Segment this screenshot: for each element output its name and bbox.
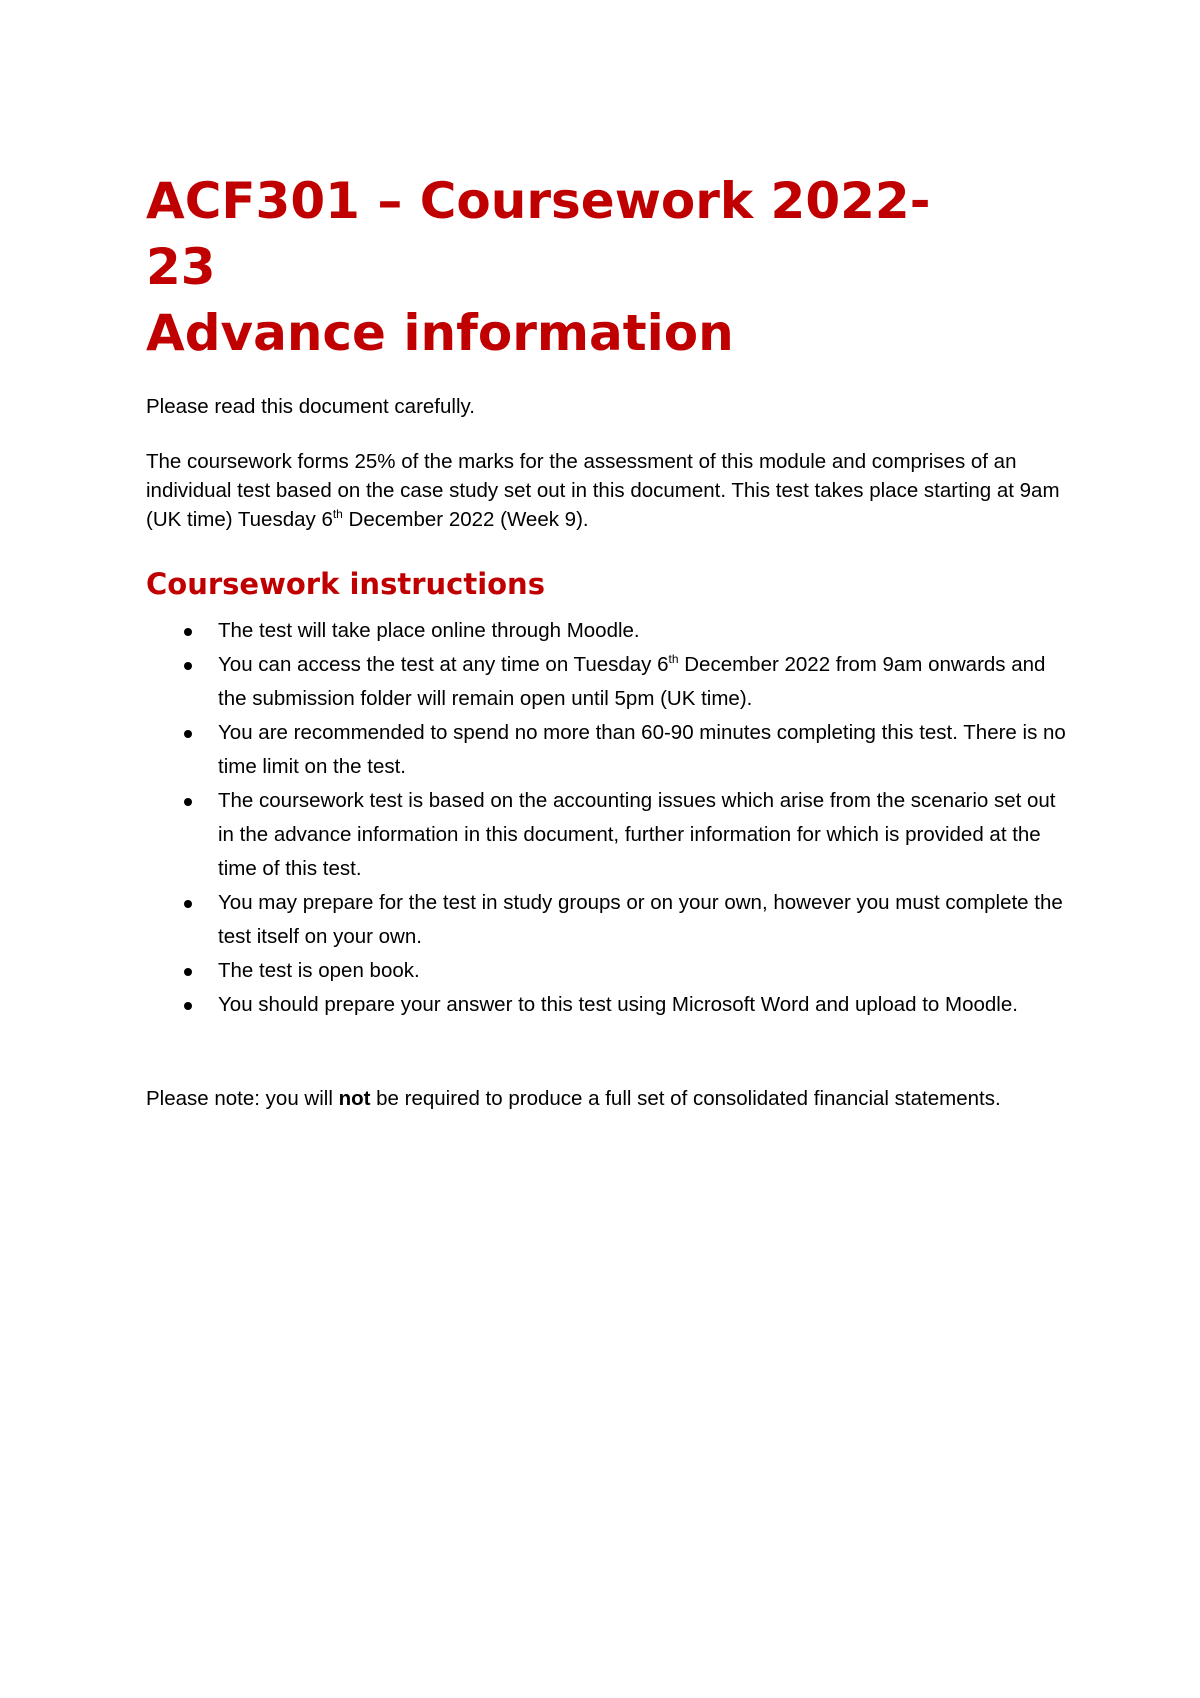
list-item — [146, 886, 1071, 954]
note-emphasis: not — [338, 1087, 371, 1110]
title-line-2: 23 — [146, 238, 216, 296]
bullet-icon — [184, 730, 192, 738]
bullet-icon — [184, 900, 192, 908]
ordinal-suffix: th — [668, 652, 679, 666]
description-text: The coursework forms 25% of the marks for the assessment of this module and comprises of an individual test based on the case study set out in this document. This test takes place starting at 9am (UK time) Tuesday 6 — [146, 450, 1060, 531]
list-item-text: The test is open book. — [218, 959, 420, 982]
document-title — [146, 168, 1071, 366]
list-item — [146, 954, 1071, 988]
description-paragraph — [146, 447, 1071, 534]
list-item — [146, 784, 1071, 886]
bullet-icon — [184, 628, 192, 636]
document-content — [146, 168, 1071, 1113]
list-item-text: The coursework test is based on the accounting issues which arise from the scenario set out in the advance information in this document, further information for which is provided at the time of this test. — [218, 789, 1056, 880]
list-item — [146, 716, 1071, 784]
note-text: Please note: you will — [146, 1087, 339, 1110]
list-item — [146, 648, 1071, 716]
bullet-icon — [184, 968, 192, 976]
bullet-icon — [184, 662, 192, 670]
list-item — [146, 614, 1071, 648]
description-text-end: December 2022 (Week 9). — [342, 508, 589, 531]
list-item-text: You should prepare your answer to this test using Microsoft Word and upload to Moodle. — [218, 993, 1018, 1016]
list-item-text: You can access the test at any time on Tuesday 6 — [218, 653, 669, 676]
title-line-3: Advance information — [146, 304, 734, 362]
bullet-icon — [184, 1002, 192, 1010]
list-item — [146, 988, 1071, 1022]
list-item-text: You are recommended to spend no more than 60-90 minutes completing this test. There is no time limit on the test. — [218, 721, 1066, 778]
section-heading: Coursework instructions — [146, 567, 545, 601]
list-item-text-end: December 2022 from 9am onwards and the submission folder will remain open until 5pm (UK time). — [218, 653, 1046, 710]
list-item-text: You may prepare for the test in study groups or on your own, however you must complete the test itself on your own. — [218, 891, 1063, 948]
list-item-text: The test will take place online through Moodle. — [218, 619, 640, 642]
description-ordinal-suffix: th — [332, 507, 343, 521]
note-text-end: be required to produce a full set of consolidated financial statements. — [370, 1087, 1001, 1110]
title-line-1: ACF301 – Coursework 2022- — [146, 172, 931, 230]
note-paragraph — [146, 1084, 1071, 1113]
bullet-icon — [184, 798, 192, 806]
instructions-list — [146, 614, 1071, 1022]
intro-text: Please read this document carefully. — [146, 395, 475, 418]
